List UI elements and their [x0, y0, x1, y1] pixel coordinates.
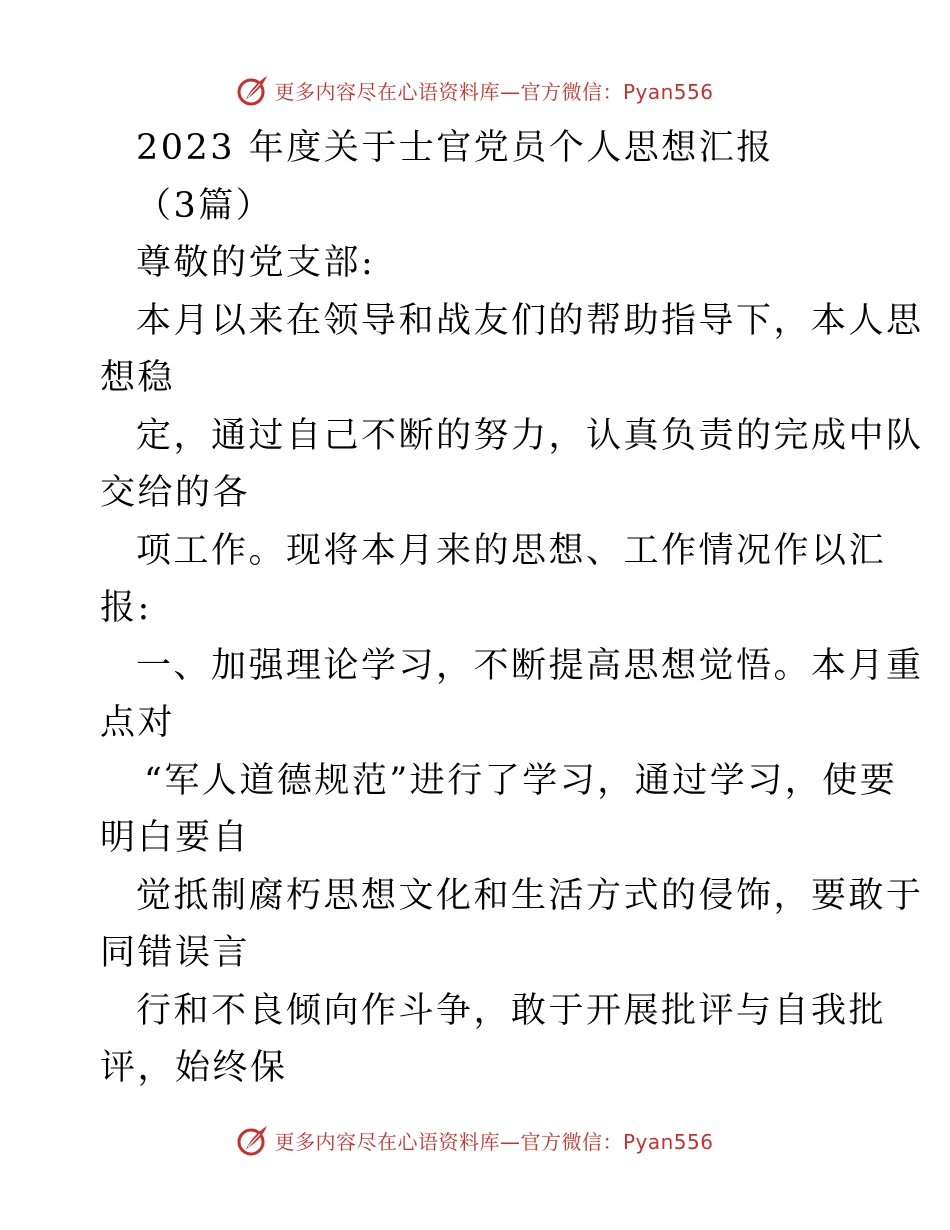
- paragraph-line: 行和不良倾向作斗争，敢于开展批评与自我批: [136, 990, 887, 1031]
- paragraph-line: 评，始终保: [100, 1048, 288, 1088]
- paragraph-line: 报:: [100, 588, 152, 628]
- footer-watermark: [0, 1120, 950, 1160]
- paragraph-line: 明白要自: [100, 818, 251, 858]
- paragraph-line: 本月以来在领导和战友们的帮助指导下，本人思: [136, 300, 924, 341]
- paragraph-line: 交给的各: [100, 473, 251, 513]
- document-body: [100, 120, 924, 1098]
- paragraph-line: 点对: [100, 703, 176, 743]
- paragraph-line: 觉抵制腐朽思想文化和生活方式的侵饰，要敢于: [136, 875, 924, 916]
- paragraph-line: 项工作。现将本月来的思想、工作情况作以汇: [136, 530, 887, 571]
- watermark-text: 更多内容尽在心语资料库—官方微信：Pyan556: [274, 1129, 714, 1154]
- feather-pen-logo-icon: [236, 1123, 270, 1157]
- paragraph-line: 同错误言: [100, 933, 251, 973]
- section-heading-line: 一、加强理论学习，不断提高思想觉悟。本月重: [136, 645, 924, 686]
- paragraph-line: 定，通过自己不断的努力，认真负责的完成中队: [136, 415, 924, 456]
- watermark-text: 更多内容尽在心语资料库—官方微信：Pyan556: [274, 79, 714, 104]
- document-title: 2023 年度关于士官党员个人思想汇报: [136, 128, 774, 168]
- paragraph-line: 想稳: [100, 358, 176, 398]
- feather-pen-logo-icon: [236, 73, 270, 107]
- salutation: 尊敬的党支部:: [136, 243, 376, 283]
- document-subtitle: （3篇）: [136, 185, 274, 226]
- paragraph-line: “军人道德规范”进行了学习，通过学习，使要: [144, 760, 898, 801]
- header-watermark: [0, 70, 950, 110]
